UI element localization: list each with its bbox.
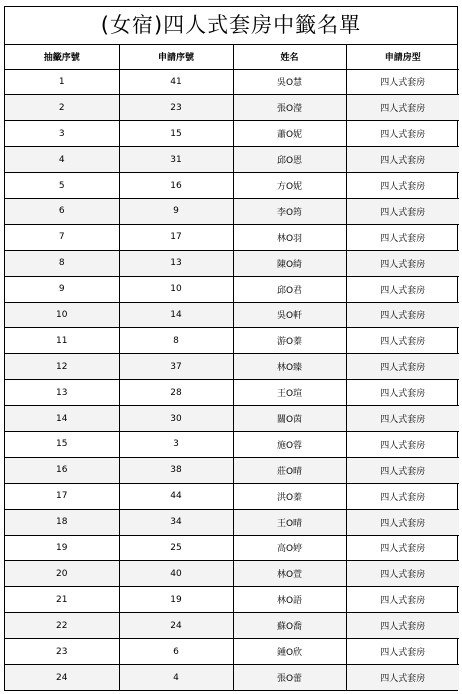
draw-number-cell: 14 — [5, 406, 119, 432]
name-cell: 邱O恩 — [233, 147, 346, 173]
room-type-cell: 四人式套房 — [346, 95, 459, 121]
name-cell: 陳O綺 — [233, 250, 346, 276]
room-type-cell: 四人式套房 — [346, 121, 459, 147]
application-number-cell: 37 — [119, 354, 233, 380]
name-cell: 鍾O欣 — [233, 639, 346, 665]
name-cell: 王O晴 — [233, 509, 346, 535]
name-cell: 李O筠 — [233, 198, 346, 224]
room-type-cell: 四人式套房 — [346, 302, 459, 328]
draw-number-cell: 13 — [5, 380, 119, 406]
room-type-cell: 四人式套房 — [346, 561, 459, 587]
draw-number-cell: 22 — [5, 613, 119, 639]
room-type-cell: 四人式套房 — [346, 354, 459, 380]
draw-number-cell: 24 — [5, 664, 119, 690]
table-row — [5, 276, 459, 302]
name-cell: 吳O慧 — [233, 69, 346, 95]
application-number-cell: 44 — [119, 483, 233, 509]
table-row — [5, 639, 459, 665]
header-draw-number: 抽籤序號 — [5, 45, 119, 69]
draw-number-cell: 21 — [5, 587, 119, 613]
room-type-cell: 四人式套房 — [346, 664, 459, 690]
name-cell: 洪O蓁 — [233, 483, 346, 509]
name-cell: 蕭O妮 — [233, 121, 346, 147]
name-cell: 蘇O喬 — [233, 613, 346, 639]
lottery-result-sheet — [4, 6, 458, 691]
header-room-type: 申請房型 — [346, 45, 459, 69]
application-number-cell: 4 — [119, 664, 233, 690]
name-cell: 張O瀅 — [233, 95, 346, 121]
application-number-cell: 30 — [119, 406, 233, 432]
draw-number-cell: 15 — [5, 431, 119, 457]
table-row — [5, 198, 459, 224]
application-number-cell: 24 — [119, 613, 233, 639]
application-number-cell: 6 — [119, 639, 233, 665]
name-cell: 方O妮 — [233, 173, 346, 199]
draw-number-cell: 3 — [5, 121, 119, 147]
name-cell: 林O臻 — [233, 354, 346, 380]
name-cell: 關O茵 — [233, 406, 346, 432]
application-number-cell: 34 — [119, 509, 233, 535]
application-number-cell: 31 — [119, 147, 233, 173]
table-row — [5, 95, 459, 121]
application-number-cell: 16 — [119, 173, 233, 199]
name-cell: 王O瑄 — [233, 380, 346, 406]
table-row — [5, 173, 459, 199]
header-name: 姓名 — [233, 45, 346, 69]
table-row — [5, 328, 459, 354]
draw-number-cell: 7 — [5, 224, 119, 250]
table-row — [5, 509, 459, 535]
table-row — [5, 380, 459, 406]
name-cell: 吳O軒 — [233, 302, 346, 328]
room-type-cell: 四人式套房 — [346, 69, 459, 95]
draw-number-cell: 20 — [5, 561, 119, 587]
application-number-cell: 3 — [119, 431, 233, 457]
name-cell: 林O語 — [233, 587, 346, 613]
application-number-cell: 17 — [119, 224, 233, 250]
draw-number-cell: 12 — [5, 354, 119, 380]
application-number-cell: 23 — [119, 95, 233, 121]
draw-number-cell: 10 — [5, 302, 119, 328]
application-number-cell: 8 — [119, 328, 233, 354]
application-number-cell: 9 — [119, 198, 233, 224]
application-number-cell: 41 — [119, 69, 233, 95]
room-type-cell: 四人式套房 — [346, 250, 459, 276]
table-row — [5, 121, 459, 147]
room-type-cell: 四人式套房 — [346, 328, 459, 354]
application-number-cell: 40 — [119, 561, 233, 587]
draw-number-cell: 8 — [5, 250, 119, 276]
draw-number-cell: 4 — [5, 147, 119, 173]
application-number-cell: 13 — [119, 250, 233, 276]
name-cell: 林O羽 — [233, 224, 346, 250]
draw-number-cell: 2 — [5, 95, 119, 121]
room-type-cell: 四人式套房 — [346, 613, 459, 639]
application-number-cell: 28 — [119, 380, 233, 406]
name-cell: 高O婷 — [233, 535, 346, 561]
table-row — [5, 561, 459, 587]
room-type-cell: 四人式套房 — [346, 509, 459, 535]
room-type-cell: 四人式套房 — [346, 380, 459, 406]
application-number-cell: 15 — [119, 121, 233, 147]
room-type-cell: 四人式套房 — [346, 224, 459, 250]
room-type-cell: 四人式套房 — [346, 198, 459, 224]
table-row — [5, 69, 459, 95]
draw-number-cell: 9 — [5, 276, 119, 302]
table-row — [5, 483, 459, 509]
draw-number-cell: 23 — [5, 639, 119, 665]
name-cell: 林O萱 — [233, 561, 346, 587]
application-number-cell: 38 — [119, 457, 233, 483]
draw-number-cell: 6 — [5, 198, 119, 224]
results-table — [5, 45, 459, 690]
application-number-cell: 14 — [119, 302, 233, 328]
table-header-row — [5, 45, 459, 69]
draw-number-cell: 5 — [5, 173, 119, 199]
draw-number-cell: 1 — [5, 69, 119, 95]
table-row — [5, 354, 459, 380]
application-number-cell: 10 — [119, 276, 233, 302]
table-row — [5, 302, 459, 328]
room-type-cell: 四人式套房 — [346, 173, 459, 199]
header-application-number: 申請序號 — [119, 45, 233, 69]
draw-number-cell: 11 — [5, 328, 119, 354]
table-row — [5, 457, 459, 483]
name-cell: 張O蕾 — [233, 664, 346, 690]
room-type-cell: 四人式套房 — [346, 406, 459, 432]
name-cell: 邱O君 — [233, 276, 346, 302]
room-type-cell: 四人式套房 — [346, 587, 459, 613]
room-type-cell: 四人式套房 — [346, 431, 459, 457]
table-row — [5, 431, 459, 457]
room-type-cell: 四人式套房 — [346, 639, 459, 665]
page-title: (女宿)四人式套房中籤名單 — [5, 7, 457, 45]
room-type-cell: 四人式套房 — [346, 276, 459, 302]
table-row — [5, 250, 459, 276]
name-cell: 施O蓉 — [233, 431, 346, 457]
table-row — [5, 664, 459, 690]
draw-number-cell: 19 — [5, 535, 119, 561]
table-row — [5, 147, 459, 173]
table-row — [5, 587, 459, 613]
draw-number-cell: 18 — [5, 509, 119, 535]
room-type-cell: 四人式套房 — [346, 483, 459, 509]
table-row — [5, 406, 459, 432]
draw-number-cell: 16 — [5, 457, 119, 483]
room-type-cell: 四人式套房 — [346, 535, 459, 561]
draw-number-cell: 17 — [5, 483, 119, 509]
name-cell: 莊O晴 — [233, 457, 346, 483]
application-number-cell: 19 — [119, 587, 233, 613]
table-row — [5, 535, 459, 561]
table-row — [5, 224, 459, 250]
room-type-cell: 四人式套房 — [346, 147, 459, 173]
application-number-cell: 25 — [119, 535, 233, 561]
room-type-cell: 四人式套房 — [346, 457, 459, 483]
name-cell: 游O蓁 — [233, 328, 346, 354]
table-row — [5, 613, 459, 639]
